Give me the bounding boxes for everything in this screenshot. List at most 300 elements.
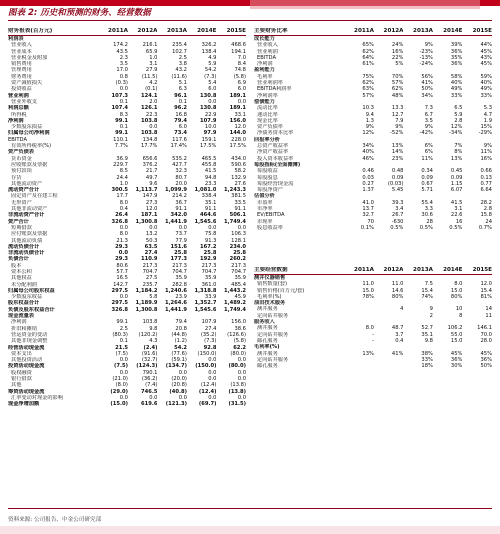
row-value: 704.7	[142, 268, 158, 275]
row-value: 80%	[450, 293, 463, 300]
row-label: 总资产收益率	[257, 143, 289, 150]
row-label: 股本	[11, 262, 22, 269]
row-value: 91.1	[204, 206, 217, 213]
statements-row	[8, 231, 246, 237]
row-value	[403, 36, 433, 43]
ratios-row	[254, 86, 492, 92]
row-value: (150.0)	[195, 363, 217, 370]
row-value: 8.3	[119, 111, 128, 118]
row-value: 0.1%	[360, 224, 374, 231]
row-value	[216, 36, 246, 43]
row-label: 偿债能力	[254, 98, 275, 105]
row-value: 12.7	[391, 111, 404, 118]
row-value: 2	[429, 312, 433, 319]
row-value: 11.0	[362, 281, 374, 288]
row-label: 资产合计	[8, 218, 29, 225]
row-value: 29.3	[115, 256, 128, 263]
row-value: 5.8	[149, 294, 158, 301]
row-value: 7.3	[424, 105, 433, 112]
row-value: 7.0	[237, 54, 246, 61]
row-value: 6.9	[237, 80, 246, 87]
row-value: 50%	[480, 363, 492, 370]
row-label: 未分配利润	[11, 281, 37, 288]
row-value: 15.0	[450, 287, 463, 294]
row-value: 0.0	[119, 357, 128, 364]
row-value: 79.4	[174, 117, 187, 124]
row-value: (13.8)	[230, 382, 246, 389]
row-value: 455.8	[201, 161, 217, 168]
row-label: 其他	[11, 382, 22, 389]
row-value: 35.9	[234, 275, 246, 282]
row-value: 11%	[421, 155, 433, 162]
row-value: 41%	[391, 350, 404, 357]
row-label: 资本支出	[11, 350, 32, 357]
row-label: 负债合计	[8, 256, 29, 263]
row-value: 132.9	[231, 174, 246, 181]
row-value: 33.5	[234, 199, 246, 206]
row-value	[98, 36, 128, 43]
row-value: 17.5%	[229, 143, 246, 150]
row-value: 45.9	[234, 294, 246, 301]
row-value: 35.1	[204, 199, 217, 206]
row-value: 36.9	[116, 155, 128, 162]
row-value: 3.5	[119, 61, 128, 68]
row-value: 13.3	[391, 105, 404, 112]
row-value: 0.0	[119, 86, 128, 93]
row-value: 9.8	[149, 325, 158, 332]
row-value: 35%	[450, 54, 463, 61]
row-value: 3.1	[149, 61, 158, 68]
statements-row	[8, 307, 246, 313]
row-label: 所得税	[11, 111, 27, 118]
statements-header-cell: 2011A	[98, 28, 128, 36]
operating-row	[254, 288, 492, 294]
row-value: 0.48	[391, 168, 404, 175]
row-label: 非流动负债合计	[8, 250, 45, 257]
row-value	[374, 363, 404, 369]
bottom-watermark-bar	[0, 526, 500, 534]
row-value: 0.0	[237, 369, 246, 376]
source-note: 资料来源: 公司报告、中金公司研究部	[8, 517, 102, 523]
row-value	[344, 36, 374, 43]
row-value: 28.0	[480, 337, 492, 344]
row-value: 5.3	[483, 105, 492, 112]
ratios-header-cell: 2014E	[433, 28, 463, 36]
row-value: 464.6	[200, 212, 217, 219]
row-value: 36%	[450, 61, 463, 68]
row-value: 13.2	[145, 231, 158, 238]
row-value: 6.07	[450, 187, 463, 194]
header-banner	[250, 0, 480, 9]
row-value: 465.5	[201, 155, 217, 162]
row-value: (20.0)	[171, 376, 187, 383]
row-value: 25.8	[203, 250, 217, 257]
row-value: (126.6)	[227, 331, 246, 338]
row-value: 2.5	[119, 325, 128, 332]
row-value: 62%	[391, 86, 404, 93]
row-value: 0.0	[178, 224, 187, 231]
row-value: 535.2	[172, 155, 187, 162]
row-value: 57%	[362, 92, 374, 99]
row-label: 估值分析	[254, 193, 275, 200]
row-value: 91.1	[234, 206, 246, 213]
row-value: 147.9	[142, 193, 158, 200]
row-value: 1,189.9	[135, 300, 158, 307]
row-value: 506.1	[229, 212, 246, 219]
row-value: -23%	[419, 48, 433, 55]
row-value: 54.2	[174, 344, 187, 351]
row-value: 49%	[480, 86, 492, 93]
row-value: 138.4	[201, 48, 217, 55]
row-value: 1,113.7	[135, 187, 158, 194]
row-value: 10.3	[362, 105, 374, 112]
row-value: 55.4	[421, 199, 433, 206]
row-label: 投资活动现金流	[8, 363, 45, 370]
row-label: 其他非流动资产	[11, 206, 48, 213]
row-value: 23%	[391, 155, 404, 162]
row-value: 9%	[365, 124, 374, 131]
row-value: 16%	[480, 155, 492, 162]
row-label: 销售价格(百万元/套)	[257, 287, 305, 294]
row-value: 6.7	[424, 111, 433, 118]
row-label: 营业外收支	[11, 98, 37, 105]
row-value: 10	[455, 306, 463, 313]
row-value: 0.8	[119, 73, 128, 80]
row-value: 30.6	[421, 212, 433, 219]
row-value: 0.0	[208, 98, 217, 105]
row-value: 39%	[450, 42, 463, 49]
statements-header-cell: 2013A	[157, 28, 187, 36]
row-value: 21.7	[145, 168, 158, 175]
row-value: 75.8	[204, 231, 217, 238]
row-value: 1,243.3	[224, 187, 246, 194]
row-value: 46%	[362, 155, 374, 162]
row-value: (120.2)	[138, 331, 158, 338]
statements-row	[8, 401, 246, 407]
footer-divider	[8, 508, 492, 509]
row-value: 33.1	[234, 111, 246, 118]
row-label: 应收账款及票据	[11, 161, 48, 168]
row-value: (150.0)	[197, 350, 217, 357]
row-value	[344, 363, 374, 369]
row-value: 189.1	[229, 105, 246, 112]
row-value: (11.6)	[171, 73, 187, 80]
row-value: 15.4	[421, 287, 433, 294]
row-label: 其他投资活动	[11, 357, 43, 364]
row-value: 297.5	[111, 287, 128, 294]
operating-header-cell: 2012A	[374, 267, 404, 275]
row-value: 32.7	[362, 212, 374, 219]
row-value: 0.27	[362, 180, 374, 187]
row-value: 8.4	[237, 61, 246, 68]
row-value: 485.4	[231, 281, 246, 288]
row-label: 股权融资	[11, 369, 32, 376]
row-label: 油田技术服务	[254, 300, 286, 307]
row-value	[128, 36, 158, 43]
row-value: 106.2	[447, 325, 463, 332]
row-value: 74%	[421, 293, 433, 300]
row-value: 34%	[421, 92, 433, 99]
row-value: (8.0)	[115, 382, 128, 389]
operating-header-cell: 2015E	[462, 267, 492, 275]
row-value: (124.3)	[136, 363, 158, 370]
row-value: 1.9	[483, 117, 492, 124]
row-value: 342.0	[170, 212, 187, 219]
row-value: 12%	[450, 124, 463, 131]
row-value: 0.5%	[449, 224, 463, 231]
row-value: 80.6	[116, 262, 128, 269]
row-value: (5.8)	[233, 73, 246, 80]
row-label: 归属母公司股东权益	[8, 287, 55, 294]
row-value: 0.0	[119, 369, 128, 376]
row-value	[187, 36, 217, 43]
row-label: 其他非现金调整	[11, 338, 48, 345]
row-label: 测井服务	[257, 350, 278, 357]
row-value: 746.5	[141, 388, 158, 395]
ratios-header-cell: 2013A	[403, 28, 433, 36]
row-label: EBITDA利润率	[257, 86, 292, 93]
row-value: 63.5	[144, 243, 158, 250]
row-value: 704.7	[172, 268, 187, 275]
row-value: 0.0	[237, 224, 246, 231]
row-label: 净利润	[11, 319, 27, 326]
row-value: 6%	[424, 143, 433, 150]
row-value: (69.7)	[198, 401, 217, 408]
row-value: (5.8)	[233, 338, 246, 345]
row-value: 1.0	[119, 180, 128, 187]
row-value: 36%	[450, 48, 463, 55]
row-value: 12.0	[234, 124, 246, 131]
row-value: 0.09	[450, 174, 463, 181]
row-value: (59.1)	[171, 357, 187, 364]
row-value: 2.8	[483, 206, 492, 213]
row-value	[462, 36, 492, 43]
row-value: 0.0	[237, 394, 246, 401]
row-value: 12.0	[480, 281, 492, 288]
row-value: 4.9	[208, 54, 217, 61]
row-value: 80.7	[175, 174, 187, 181]
row-label: 资本公积	[11, 268, 32, 275]
row-value: 21.3	[116, 237, 128, 244]
row-value: 107.9	[201, 319, 217, 326]
row-value: 9	[429, 306, 433, 313]
row-value: 34%	[362, 143, 374, 150]
row-value: (35.2)	[200, 331, 217, 338]
row-value: 13%	[362, 350, 374, 357]
row-label: 营业收入	[11, 42, 32, 49]
row-label: 速动比率	[257, 111, 278, 118]
row-value: 117.6	[172, 136, 187, 143]
row-value: 427.7	[172, 161, 187, 168]
row-value: 1,264.6	[164, 300, 187, 307]
ratios-header-cell: 2015E	[462, 28, 492, 36]
row-value: 0.0	[208, 357, 217, 364]
row-value: 48.7	[391, 325, 404, 332]
row-label: 销售数量(套)	[257, 281, 287, 288]
row-value: 192.9	[200, 256, 217, 263]
row-value: 326.8	[111, 218, 128, 225]
row-value: 11%	[480, 149, 492, 156]
row-value: 15.0	[362, 287, 374, 294]
operating-header-cell: 主要经营数据	[254, 267, 344, 275]
row-value: 7.5	[424, 281, 433, 288]
row-value: (31.5)	[228, 401, 246, 408]
row-value: 0.0	[118, 250, 128, 257]
row-value: 22%	[391, 54, 404, 61]
row-value: 7.7%	[114, 143, 128, 150]
row-value: 40%	[362, 149, 374, 156]
row-value: 8.5	[119, 168, 128, 175]
row-value: 16%	[391, 48, 404, 55]
row-value	[344, 275, 374, 282]
row-value: 24%	[391, 42, 404, 49]
row-value: 214.2	[172, 193, 187, 200]
row-value: 91.1	[175, 206, 187, 213]
row-value: 27.4	[204, 325, 217, 332]
row-value: 40%	[450, 80, 463, 87]
row-label: 负债及股东权益合计	[8, 306, 55, 313]
row-label: 其他流动负债	[11, 237, 43, 244]
row-label: EBITDA	[257, 54, 276, 61]
row-value: 50%	[421, 86, 433, 93]
row-value: 6.64	[480, 187, 492, 194]
row-value: 1,441.9	[164, 218, 187, 225]
row-label: 销售费用	[11, 61, 32, 68]
row-value: 8.0	[119, 199, 128, 206]
row-value: 99.1	[115, 130, 128, 137]
row-value: 62%	[362, 48, 374, 55]
ratios-row	[254, 156, 492, 162]
row-value: 590.6	[231, 161, 246, 168]
row-value: 0.5%	[419, 224, 433, 231]
row-value: 0.0	[208, 369, 217, 376]
row-label: 折旧和摊销	[11, 325, 37, 332]
row-value: 20.8	[175, 325, 187, 332]
row-value: 1.3	[365, 117, 374, 124]
row-value: 174.2	[113, 42, 128, 49]
row-label: 短期借款	[11, 224, 32, 231]
row-value: 5.1	[178, 80, 187, 87]
row-value: 14.6	[391, 287, 404, 294]
row-value: (29.0)	[110, 388, 128, 395]
row-value: -13%	[419, 54, 433, 61]
row-value: 58.2	[234, 168, 246, 175]
row-label: 服务收入	[254, 319, 275, 326]
row-value: 5.71	[421, 187, 433, 194]
row-value: 92.8	[203, 344, 217, 351]
row-value: 17.5%	[199, 143, 217, 150]
row-value: 1,443.2	[224, 287, 246, 294]
row-value: 0.0	[208, 376, 217, 383]
row-value: 22.3	[145, 111, 158, 118]
row-value: 45%	[480, 350, 492, 357]
row-value: 27.6	[234, 180, 246, 187]
row-value: 11.0	[391, 281, 404, 288]
operating-section-row	[254, 275, 492, 282]
row-value	[374, 275, 404, 282]
row-value: (11.5)	[141, 73, 158, 80]
row-value: 0.0	[119, 294, 128, 301]
row-value: -52%	[390, 130, 404, 137]
row-value: 106.3	[231, 231, 246, 238]
row-value: 99.1	[115, 117, 128, 124]
row-label: 成长能力	[254, 36, 275, 42]
row-value: 55.0	[450, 331, 463, 338]
row-value: 38%	[421, 350, 433, 357]
row-value: 217.3	[172, 262, 187, 269]
row-value: 61%	[362, 61, 374, 68]
row-label: 存货	[11, 174, 22, 181]
row-value: 0.1	[119, 338, 128, 345]
row-value: (12.4)	[198, 388, 217, 395]
row-value: 282.8	[172, 281, 187, 288]
row-label: 盈利能力	[254, 67, 275, 74]
row-value: 0.0	[208, 224, 217, 231]
row-value: 56%	[421, 73, 433, 80]
row-value: 45%	[480, 61, 492, 68]
row-label: 少数股东权益	[11, 294, 43, 301]
row-value: 0.13	[480, 174, 492, 181]
row-label: 毛利率	[257, 73, 273, 80]
ratios-grid	[254, 28, 492, 231]
row-value: 39.3	[391, 199, 404, 206]
row-value: 33%	[450, 92, 463, 99]
row-value: 4.7	[483, 111, 492, 118]
row-value: 14%	[391, 149, 404, 156]
row-value: 9.8	[424, 337, 433, 344]
row-value: -	[372, 331, 374, 338]
row-value: 619.6	[141, 401, 158, 408]
row-label: 无形资产	[11, 199, 32, 206]
ratios-section-row	[254, 36, 492, 43]
row-value: 134.8	[142, 136, 158, 143]
row-value	[374, 36, 404, 43]
operating-grid	[254, 267, 492, 369]
row-value: 217.3	[142, 262, 158, 269]
statements-row	[8, 143, 246, 149]
row-value: 1,545.6	[194, 218, 217, 225]
row-value: 0.67	[421, 180, 433, 187]
ratios-header-cell: 主要财务比率	[254, 28, 344, 36]
row-value: 159.1	[201, 136, 217, 143]
row-value: 91.3	[204, 237, 217, 244]
row-label: 邮孔服务	[257, 337, 278, 344]
operating-header-cell: 2013A	[403, 267, 433, 275]
row-value: 27.5	[145, 275, 158, 282]
row-value: (7.3)	[204, 73, 217, 80]
row-value: 361.0	[201, 281, 217, 288]
row-value	[433, 36, 463, 43]
row-value: 6.3	[178, 86, 187, 93]
row-value: 36%	[450, 356, 463, 363]
operating-row	[254, 363, 492, 369]
row-value: 1,184.2	[135, 287, 158, 294]
row-label: 股息收益率	[257, 224, 283, 231]
row-value: -34%	[449, 130, 463, 137]
row-value: 3.5	[424, 117, 433, 124]
row-label: 测井服务	[257, 325, 278, 332]
row-value: 15.4	[480, 287, 492, 294]
row-value: 58%	[450, 73, 463, 80]
row-value: 110.9	[141, 256, 158, 263]
row-value: 2.8	[454, 117, 463, 124]
statements-header-cell: 2015E	[216, 28, 246, 36]
row-value: 0.45	[450, 168, 463, 175]
row-value: 6.0	[178, 124, 187, 131]
row-value: 75%	[362, 73, 374, 80]
row-label: 每股指标(全面摊薄)	[254, 161, 301, 168]
row-value: 3.1	[454, 206, 463, 213]
